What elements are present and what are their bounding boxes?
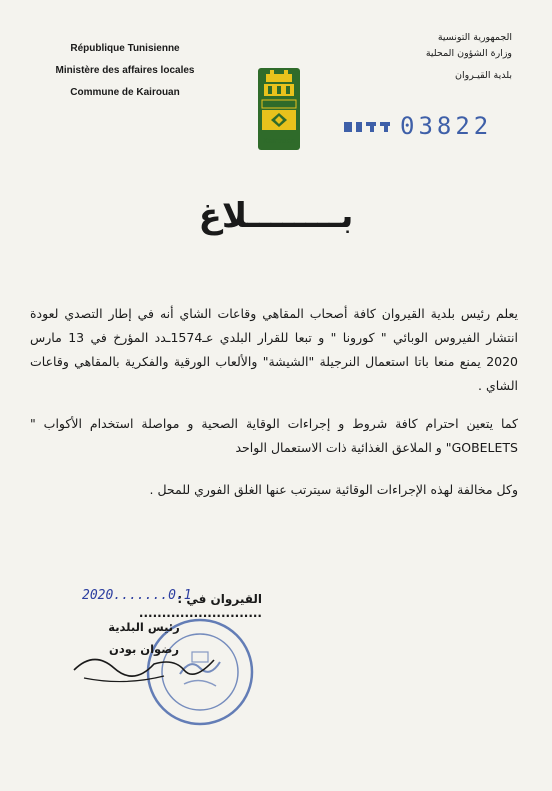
ar-header-line-3: بلدية القيـروان <box>455 70 512 81</box>
signature-place-label: القيروان في : ........................... <box>138 592 262 620</box>
french-header <box>40 38 210 104</box>
handwritten-signature <box>64 640 224 690</box>
body-paragraph-3: وكل مخالفة لهذه الإجراءات الوقائية سيترتب عنها الغلق الفوري للمحل . <box>149 482 518 497</box>
reference-number-prefix-marks <box>344 120 396 134</box>
ar-header-line-2: وزارة الشؤون المحلية <box>425 48 512 59</box>
reference-number: 03822 <box>400 112 493 140</box>
fr-header-line-1: République Tunisienne <box>70 43 180 54</box>
body-paragraph-2: كما يتعين احترام كافة شروط و إجراءات الوقاية الصحية و مواصلة استخدام الأكواب " GOBELETS" و الملاعق الغذائية ذات الاستعمال الواحد <box>30 416 518 455</box>
fr-header-line-2: Ministère des affaires locales <box>55 65 195 76</box>
signatory-name: رضوان بودن <box>109 642 179 656</box>
signatory-role: رئيس البلدية <box>108 620 180 634</box>
body-paragraph-1: يعلم رئيس بلدية القيروان كافة أصحاب المقاهي وقاعات الشاي أنه في إطار التصدي لعودة انتشار الفيروس الوبائي " كورونا " و تبعا للقرار البلدي عـ1574ـدد المؤرخ في 13 مارس 2020 يمنع منعا باتا استعمال النرجيلة "الشيشة" والألعاب الورقية والفكرية بالمقاهي وقاعات الشاي . <box>30 306 518 393</box>
arabic-header <box>426 30 512 84</box>
document-title: بــــــــلاغ <box>198 196 354 236</box>
logo-label: Kairouan <box>262 136 296 145</box>
fr-header-line-3: Commune de Kairouan <box>70 87 180 98</box>
handwritten-date: 2020.......0.1 <box>82 588 192 603</box>
ar-header-line-1: الجمهورية التونسية <box>437 32 512 43</box>
